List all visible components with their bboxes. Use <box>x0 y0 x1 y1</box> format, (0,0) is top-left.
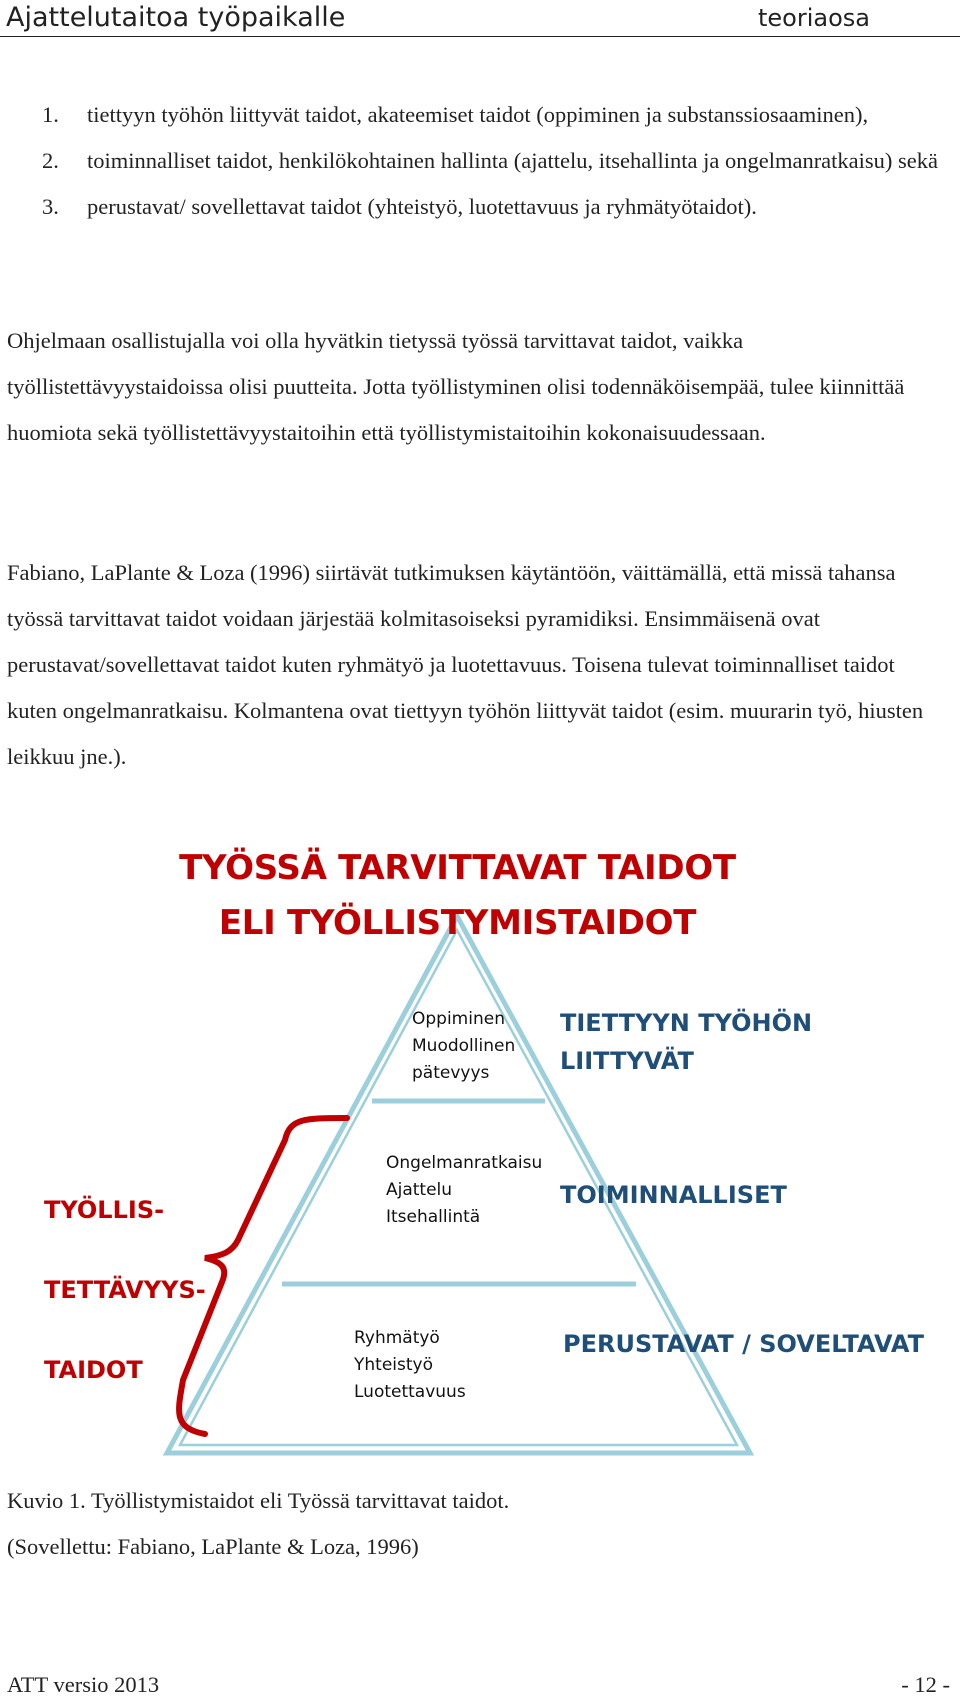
list-item-text: perustavat/ sovellettavat taidot (yhteistyö, luotettavuus ja ryhmätyötaidot). <box>87 194 757 219</box>
list-item-number: 1. <box>42 102 59 127</box>
middle-level-items <box>386 1150 542 1231</box>
figure-caption <box>7 1478 947 1570</box>
list-item: Ryhmätyö <box>354 1328 440 1348</box>
list-item-text: toiminnalliset taidot, henkilökohtainen hallinta (ajattelu, itsehallinta ja ongelmanratkaisu) sekä <box>87 148 939 173</box>
figure-title-line1: TYÖSSÄ TARVITTAVAT TAIDOT <box>179 848 736 888</box>
bottom-level-label: PERUSTAVAT / SOVELTAVAT <box>563 1330 925 1358</box>
top-level-label <box>560 1004 812 1080</box>
top-level-items <box>412 1006 515 1087</box>
figure-title-line2: ELI TYÖLLISTYMISTAIDOT <box>218 903 697 943</box>
paragraph-pyramid-intro: Fabiano, LaPlante & Loza (1996) siirtävät tutkimuksen käytäntöön, väittämällä, että missä tahansa työssä tarvittavat taidot voidaan järjestää kolmitasoiseksi pyramidiksi. Ensimmäisenä ovat perustavat/sovellettavat taidot kuten ryhmätyö ja luotettavuus. Toisena tulevat toiminnalliset taidot kuten ongelmanratkaisu. Kolmantena ovat tiettyyn työhön liittyvät taidot (esim. muurarin työ, hiusten leikkuu jne.). <box>7 560 924 769</box>
caption-line1: Kuvio 1. Työllistymistaidot eli Työssä tarvittavat taidot. <box>7 1488 510 1513</box>
top-level-label-line2: LIITTYVÄT <box>560 1047 694 1075</box>
footer-version: ATT versio 2013 <box>7 1672 160 1697</box>
list-item: pätevyys <box>412 1063 490 1083</box>
list-item <box>42 92 942 138</box>
side-label-line3: TAIDOT <box>44 1356 143 1384</box>
side-label-line1: TYÖLLIS- <box>44 1196 165 1224</box>
page-number: - 12 - <box>901 1672 950 1697</box>
caption-line2: (Sovellettu: Fabiano, LaPlante & Loza, 1996) <box>7 1534 419 1559</box>
list-item: Ajattelu <box>386 1180 453 1200</box>
paragraph-employability: Ohjelmaan osallistujalla voi olla hyvätkin tietyssä työssä tarvittavat taidot, vaikka työllistettävyystaidoissa olisi puutteita. Jotta työllistyminen olisi todennäköisempää, tulee kiinnittää huomiota sekä työllistettävyystaitoihin että työllistymistaitoihin kokonaisuudessaan. <box>7 328 905 445</box>
list-item-number: 2. <box>42 148 59 173</box>
document-title: Ajattelutaitoa työpaikalle <box>6 2 346 33</box>
employability-skills-label <box>44 1150 206 1430</box>
section-name: teoriaosa <box>758 4 870 32</box>
list-item <box>42 184 942 230</box>
skills-list <box>42 92 942 230</box>
bottom-level-items <box>354 1325 466 1406</box>
page-header <box>0 0 960 37</box>
list-item: Yhteistyö <box>354 1355 433 1375</box>
list-item: Ongelmanratkaisu <box>386 1153 543 1173</box>
middle-level-label: TOIMINNALLISET <box>560 1181 787 1209</box>
list-item-text: tiettyyn työhön liittyvät taidot, akateemiset taidot (oppiminen ja substanssiosaaminen), <box>87 102 869 127</box>
side-label-line2: TETTÄVYYS- <box>44 1276 206 1304</box>
list-item <box>42 138 942 184</box>
list-item: Muodollinen <box>412 1036 516 1056</box>
list-item: Luotettavuus <box>354 1382 466 1402</box>
list-item-number: 3. <box>42 194 59 219</box>
list-item: Oppiminen <box>412 1009 505 1029</box>
list-item: Itsehallintä <box>386 1207 481 1227</box>
top-level-label-line1: TIETTYYN TYÖHÖN <box>560 1009 813 1037</box>
